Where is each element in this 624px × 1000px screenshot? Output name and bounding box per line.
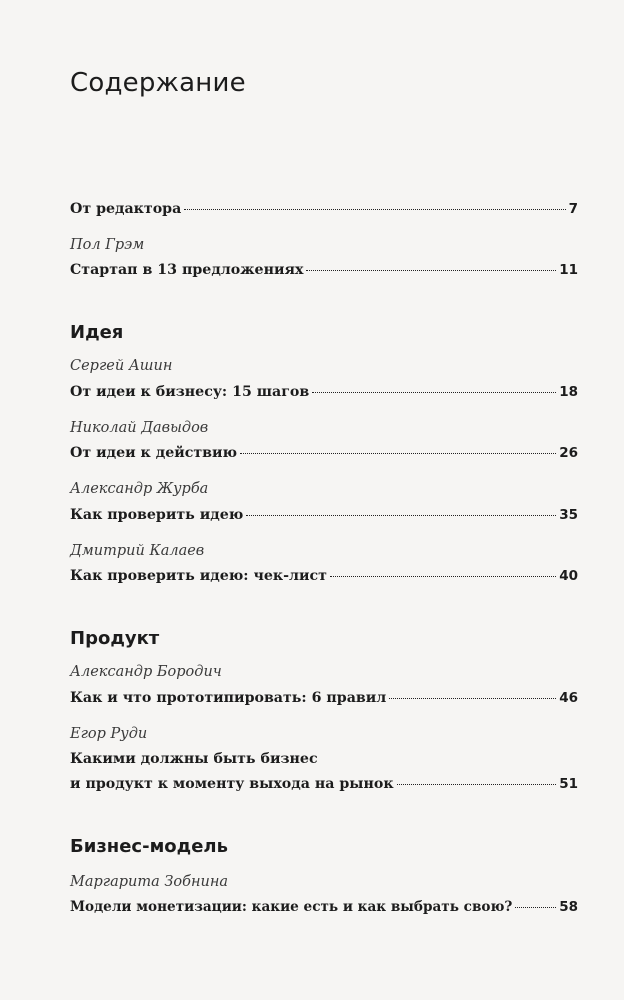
entry-title: От редактора (70, 201, 182, 217)
dot-leader (397, 784, 557, 785)
entry-author: Егор Руди (70, 726, 148, 742)
section-heading-product: Продукт (70, 628, 160, 649)
entry-title: Как проверить идею: чек-лист (70, 568, 327, 584)
toc-entry[interactable] (70, 776, 578, 792)
entry-author: Александр Бородич (70, 664, 222, 680)
dot-leader (306, 270, 556, 271)
entry-title: Как проверить идею (70, 507, 244, 523)
dot-leader (330, 576, 556, 577)
entry-page: 11 (559, 262, 578, 278)
toc-entry[interactable] (70, 899, 578, 915)
section-heading-idea: Идея (70, 322, 124, 343)
entry-title: От идеи к действию (70, 445, 238, 461)
toc-entry[interactable] (70, 384, 578, 400)
toc-entry[interactable] (70, 201, 578, 217)
entry-author: Сергей Ашин (70, 358, 173, 374)
toc-entry[interactable] (70, 262, 578, 278)
entry-page: 26 (559, 445, 578, 461)
toc-entry[interactable] (70, 690, 578, 706)
entry-page: 35 (559, 507, 578, 523)
entry-title: От идеи к бизнесу: 15 шагов (70, 384, 310, 400)
entry-title-line[interactable]: Какими должны быть бизнес (70, 751, 318, 767)
entry-page: 40 (559, 568, 578, 584)
entry-page: 18 (559, 384, 578, 400)
entry-page: 7 (568, 201, 578, 217)
entry-author: Маргарита Зобнина (70, 874, 229, 890)
entry-author: Александр Журба (70, 481, 209, 497)
dot-leader (312, 392, 556, 393)
dot-leader (246, 515, 556, 516)
entry-title: Как и что прототипировать: 6 правил (70, 690, 387, 706)
entry-title: и продукт к моменту выхода на рынок (70, 776, 394, 792)
entry-author: Дмитрий Калаев (70, 543, 205, 559)
dot-leader (240, 453, 556, 454)
entry-page: 58 (559, 899, 578, 915)
entry-author: Николай Давыдов (70, 420, 209, 436)
dot-leader (389, 698, 556, 699)
toc-entry[interactable] (70, 445, 578, 461)
entry-title: Стартап в 13 предложениях (70, 262, 304, 278)
dot-leader (184, 209, 565, 210)
dot-leader (515, 907, 556, 908)
toc-entry[interactable] (70, 507, 578, 523)
section-heading-business-model: Бизнес-модель (70, 836, 228, 857)
entry-page: 46 (559, 690, 578, 706)
toc-entry[interactable] (70, 568, 578, 584)
entry-author: Пол Грэм (70, 237, 145, 253)
entry-title: Модели монетизации: какие есть и как выбрать свою? (70, 899, 513, 915)
page-title: Содержание (70, 68, 246, 98)
entry-page: 51 (559, 776, 578, 792)
